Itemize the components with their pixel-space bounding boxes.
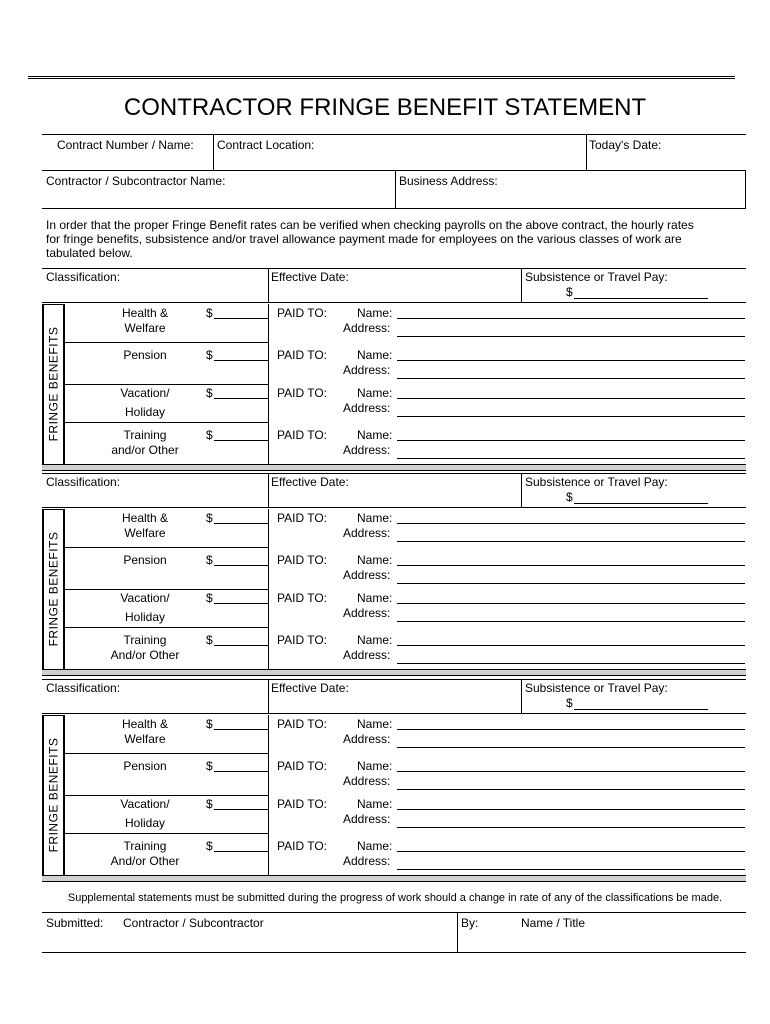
submitted-signature-field[interactable] [46, 934, 451, 948]
benefit-amount-field[interactable] [216, 347, 266, 361]
benefit-col-divider [268, 509, 269, 669]
payee-address-label: Address: [343, 606, 391, 620]
classification-rule [42, 268, 746, 269]
payee-address-label: Address: [343, 732, 391, 746]
fringe-benefits-label [43, 509, 63, 669]
benefit-name-line1: Health & [121, 717, 169, 731]
benefit-dollar: $ [206, 348, 213, 362]
payee-name-label: Name: [357, 511, 393, 525]
paid-to-label: PAID TO: [277, 839, 328, 853]
benefit-name-line1: Training [123, 839, 167, 853]
fringe-benefits-text: FRINGE BENEFITS [46, 326, 60, 442]
benefit-name-line1: Health & [121, 511, 169, 525]
subsistence-label: Subsistence or Travel Pay: [525, 270, 668, 284]
benefit-col-divider [268, 304, 269, 464]
benefit-dollar: $ [206, 511, 213, 525]
submitted-label: Submitted: [46, 916, 104, 930]
payee-address-field[interactable] [400, 322, 740, 336]
benefit-name-line1: Health & [121, 306, 169, 320]
todays-date-field[interactable] [589, 154, 744, 168]
payee-name-label: Name: [357, 553, 393, 567]
classification-divider [521, 268, 522, 302]
effective-date-field[interactable] [271, 285, 516, 299]
payee-name-field[interactable] [400, 758, 740, 772]
paid-to-label: PAID TO: [277, 797, 328, 811]
effective-date-field[interactable] [271, 490, 516, 504]
paid-to-label: PAID TO: [277, 511, 328, 525]
benefit-row-divider [64, 422, 268, 423]
payee-address-field[interactable] [400, 402, 740, 416]
header-rule-1 [42, 134, 746, 135]
paid-to-label: PAID TO: [277, 386, 328, 400]
payee-name-field[interactable] [400, 552, 740, 566]
classification-label: Classification: [46, 270, 121, 284]
payee-name-field[interactable] [400, 427, 740, 441]
subsistence-label: Subsistence or Travel Pay: [525, 681, 668, 695]
benefit-dollar: $ [206, 633, 213, 647]
benefit-name-line1: Vacation/ [120, 591, 170, 605]
classification-field[interactable] [46, 696, 261, 710]
benefit-dollar: $ [206, 553, 213, 567]
paid-to-label: PAID TO: [277, 306, 328, 320]
payee-address-line [397, 378, 745, 379]
payee-address-line [397, 827, 745, 828]
classification-divider [268, 473, 269, 507]
classification-label: Classification: [46, 475, 121, 489]
payee-name-field[interactable] [400, 510, 740, 524]
payee-name-label: Name: [357, 591, 393, 605]
header-rule-2 [42, 170, 746, 171]
payee-name-field[interactable] [400, 385, 740, 399]
header-right-edge [745, 170, 746, 208]
subsistence-line [574, 709, 708, 710]
benefit-name-line2: And/or Other [110, 648, 180, 662]
classification-field[interactable] [46, 285, 261, 299]
benefit-amount-field[interactable] [216, 632, 266, 646]
benefit-name-line1: Pension [123, 348, 167, 362]
payee-address-label: Address: [343, 568, 391, 582]
payee-name-label: Name: [357, 759, 393, 773]
fringe-benefits-label [43, 715, 63, 875]
payee-name-label: Name: [357, 306, 393, 320]
payee-address-label: Address: [343, 321, 391, 335]
payee-address-label: Address: [343, 774, 391, 788]
business-address-label: Business Address: [399, 174, 498, 188]
paid-to-label: PAID TO: [277, 717, 328, 731]
payee-name-field[interactable] [400, 838, 740, 852]
payee-address-line [397, 336, 745, 337]
by-signature-field[interactable] [461, 934, 741, 948]
payee-address-field[interactable] [400, 649, 740, 663]
paid-to-label: PAID TO: [277, 759, 328, 773]
benefit-amount-field[interactable] [216, 716, 266, 730]
classification-rule [42, 473, 746, 474]
payee-name-field[interactable] [400, 347, 740, 361]
payee-address-field[interactable] [400, 607, 740, 621]
payee-address-field[interactable] [400, 775, 740, 789]
benefit-amount-field[interactable] [216, 590, 266, 604]
benefit-name-line2: Holiday [124, 405, 166, 419]
fringe-benefits-label [43, 304, 63, 464]
payee-name-field[interactable] [400, 716, 740, 730]
effective-date-field[interactable] [271, 696, 516, 710]
subsistence-line [574, 503, 708, 504]
payee-name-label: Name: [357, 348, 393, 362]
classification-divider [268, 268, 269, 302]
fringe-benefits-text: FRINGE BENEFITS [46, 531, 60, 647]
classification-label: Classification: [46, 681, 121, 695]
benefit-amount-field[interactable] [216, 838, 266, 852]
classification-rule-bottom [42, 302, 746, 303]
header-divider-c [395, 170, 396, 208]
payee-address-field[interactable] [400, 813, 740, 827]
effective-date-label: Effective Date: [271, 475, 349, 489]
classification-rule [42, 679, 746, 680]
by-label: By: [461, 916, 479, 930]
benefit-amount-field[interactable] [216, 427, 266, 441]
payee-address-label: Address: [343, 363, 391, 377]
payee-address-label: Address: [343, 854, 391, 868]
benefit-amount-field[interactable] [216, 510, 266, 524]
benefit-name-line2: and/or Other [111, 443, 179, 457]
benefit-dollar: $ [206, 386, 213, 400]
payee-address-line [397, 747, 745, 748]
classification-divider [268, 679, 269, 713]
benefit-dollar: $ [206, 306, 213, 320]
classification-rule-bottom [42, 507, 746, 508]
contract-number-field[interactable] [46, 154, 210, 168]
payee-name-label: Name: [357, 428, 393, 442]
header-divider-a [213, 134, 214, 170]
benefit-dollar: $ [206, 839, 213, 853]
page-title: CONTRACTOR FRINGE BENEFIT STATEMENT [123, 94, 647, 121]
payee-address-line [397, 541, 745, 542]
payee-address-field[interactable] [400, 855, 740, 869]
header-rule-3 [42, 208, 746, 209]
block-bottom-bar [42, 875, 746, 882]
contract-location-field[interactable] [217, 154, 582, 168]
contractor-name-label: Contractor / Subcontractor Name: [46, 174, 226, 188]
payee-address-field[interactable] [400, 527, 740, 541]
paid-to-label: PAID TO: [277, 428, 328, 442]
payee-name-field[interactable] [400, 796, 740, 810]
classification-divider [521, 473, 522, 507]
payee-address-label: Address: [343, 401, 391, 415]
benefit-name-line2: Holiday [124, 816, 166, 830]
subsistence-amount-field[interactable] [576, 284, 706, 298]
benefit-amount-field[interactable] [216, 552, 266, 566]
payee-address-line [397, 458, 745, 459]
subsistence-label: Subsistence or Travel Pay: [525, 475, 668, 489]
benefit-name-line1: Vacation/ [120, 797, 170, 811]
payee-address-line [397, 583, 745, 584]
payee-address-label: Address: [343, 443, 391, 457]
classification-field[interactable] [46, 490, 261, 504]
name-title-label: Name / Title [521, 916, 586, 930]
todays-date-label: Today's Date: [589, 138, 662, 152]
payee-address-label: Address: [343, 648, 391, 662]
benefit-amount-field[interactable] [216, 758, 266, 772]
benefit-dollar: $ [206, 428, 213, 442]
payee-name-label: Name: [357, 717, 393, 731]
benefit-name-line2: Welfare [124, 526, 166, 540]
payee-name-label: Name: [357, 839, 393, 853]
subsistence-amount-field[interactable] [576, 695, 706, 709]
benefit-dollar: $ [206, 797, 213, 811]
footer-divider [457, 912, 458, 952]
intro-paragraph: In order that the proper Fringe Benefit rates can be verified when checking payrolls on the above contract, the hourly rates for fringe benefits, subsistence and/or travel allowance payment made for employees on the various classes of work are tabulated below. [46, 218, 694, 260]
payee-name-field[interactable] [400, 632, 740, 646]
payee-address-field[interactable] [400, 364, 740, 378]
contract-number-label: Contract Number / Name: [57, 138, 194, 152]
payee-address-line [397, 416, 745, 417]
benefit-name-line2: And/or Other [110, 854, 180, 868]
payee-name-field[interactable] [400, 590, 740, 604]
benefit-name-line1: Pension [123, 553, 167, 567]
paid-to-label: PAID TO: [277, 591, 328, 605]
effective-date-label: Effective Date: [271, 681, 349, 695]
payee-name-label: Name: [357, 386, 393, 400]
benefit-col-divider [268, 715, 269, 875]
benefit-amount-field[interactable] [216, 796, 266, 810]
benefit-dollar: $ [206, 591, 213, 605]
payee-name-field[interactable] [400, 305, 740, 319]
block-bottom-bar [42, 464, 746, 471]
contractor-sub-label: Contractor / Subcontractor [123, 916, 264, 930]
benefit-row-divider [64, 627, 268, 628]
paid-to-label: PAID TO: [277, 633, 328, 647]
benefit-name-line1: Pension [123, 759, 167, 773]
benefit-dollar: $ [206, 717, 213, 731]
effective-date-label: Effective Date: [271, 270, 349, 284]
payee-name-label: Name: [357, 633, 393, 647]
payee-address-field[interactable] [400, 444, 740, 458]
block-bottom-bar [42, 669, 746, 676]
business-address-field[interactable] [399, 190, 742, 204]
payee-address-label: Address: [343, 812, 391, 826]
benefit-row-divider [64, 753, 268, 754]
fringe-benefits-text: FRINGE BENEFITS [46, 737, 60, 853]
payee-address-field[interactable] [400, 733, 740, 747]
benefit-row-divider [64, 342, 268, 343]
top-rule [28, 76, 735, 79]
benefit-name-line2: Welfare [124, 321, 166, 335]
contractor-name-field[interactable] [46, 190, 391, 204]
payee-address-line [397, 663, 745, 664]
subsistence-dollar: $ [566, 285, 573, 299]
classification-rule-bottom [42, 713, 746, 714]
footer-rule-bottom [42, 952, 746, 953]
payee-address-label: Address: [343, 526, 391, 540]
header-divider-b [586, 134, 587, 170]
benefit-name-line1: Training [123, 428, 167, 442]
payee-address-line [397, 789, 745, 790]
contract-location-label: Contract Location: [217, 138, 315, 152]
paid-to-label: PAID TO: [277, 348, 328, 362]
subsistence-amount-field[interactable] [576, 489, 706, 503]
footer-rule-top [42, 912, 746, 913]
benefit-amount-field[interactable] [216, 385, 266, 399]
payee-name-label: Name: [357, 797, 393, 811]
classification-divider [521, 679, 522, 713]
benefit-dollar: $ [206, 759, 213, 773]
subsistence-dollar: $ [566, 696, 573, 710]
subsistence-line [574, 298, 708, 299]
subsistence-dollar: $ [566, 490, 573, 504]
benefit-name-line1: Vacation/ [120, 386, 170, 400]
benefit-name-line1: Training [123, 633, 167, 647]
benefit-row-divider [64, 547, 268, 548]
payee-address-field[interactable] [400, 569, 740, 583]
supplemental-note: Supplemental statements must be submitted during the progress of work should a change in rate of any of the classifications be made. [67, 892, 723, 904]
payee-address-line [397, 869, 745, 870]
benefit-amount-field[interactable] [216, 305, 266, 319]
benefit-row-divider [64, 833, 268, 834]
payee-address-line [397, 621, 745, 622]
benefit-name-line2: Holiday [124, 610, 166, 624]
paid-to-label: PAID TO: [277, 553, 328, 567]
benefit-name-line2: Welfare [124, 732, 166, 746]
